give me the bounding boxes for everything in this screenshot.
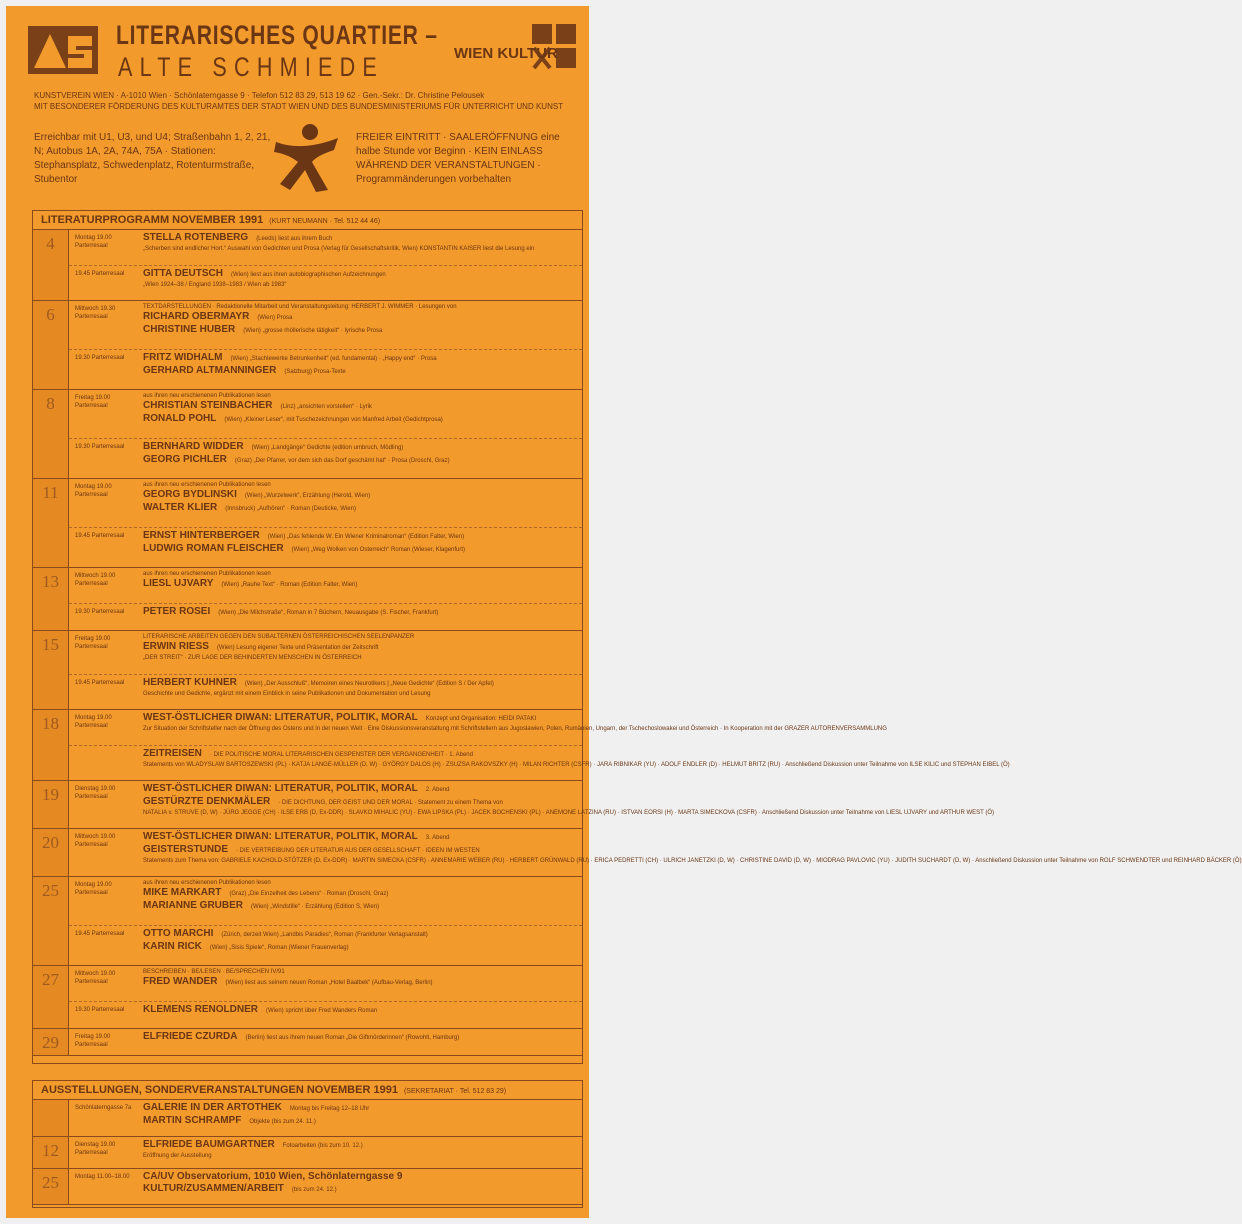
event-body bbox=[143, 604, 582, 621]
event-entry bbox=[69, 1169, 582, 1204]
event-time: Montag 19.00 Parterresaal bbox=[75, 882, 112, 896]
event-body bbox=[143, 479, 582, 517]
program-contact: (KURT NEUMANN · Tel. 512 44 46) bbox=[269, 218, 381, 225]
event-time: Schönlaterngasse 7a bbox=[75, 1105, 132, 1111]
event-entry bbox=[69, 230, 582, 266]
day-number: 12 bbox=[33, 1137, 69, 1168]
day-number: 15 bbox=[33, 631, 69, 709]
day-number: 25 bbox=[33, 877, 69, 965]
author-name: FRED WANDER (Wien) liest aus seinem neuen Roman „Hotel Baalbek“ (Aufbau-Verlag, Berlin) bbox=[143, 976, 433, 987]
author-note: · DIE POLITISCHE MORAL LITERARISCHEN GESPENSTER DER VERGANGENHEIT · 1. Abend bbox=[209, 752, 473, 758]
program-day bbox=[33, 631, 582, 710]
flyer-header bbox=[6, 6, 589, 111]
program-day bbox=[33, 230, 582, 301]
author-note: (Wien) liest aus seinem neuen Roman „Hotel Baalbek“ (Aufbau-Verlag, Berlin) bbox=[225, 980, 433, 986]
exhibitions-heading bbox=[33, 1081, 582, 1100]
day-number: 4 bbox=[33, 230, 69, 300]
author-note: (Wien) liest aus ihren autobiographischen Aufzeichnungen bbox=[231, 272, 386, 278]
event-description: „Wien 1924–38 / England 1938–1983 / Wien ab 1983“ bbox=[143, 282, 287, 288]
event-time: 19.30 Parterresaal bbox=[75, 609, 125, 615]
event-body bbox=[143, 439, 582, 469]
author-note: (Wien) „Rauhe Text“ · Roman (Edition Falter, Wien) bbox=[221, 582, 358, 588]
author-name: CA/UV Observatorium, 1010 Wien, Schönlaterngasse 9 bbox=[143, 1171, 403, 1182]
author-note: Montag bis Freitag 12–18 Uhr bbox=[289, 1106, 370, 1112]
event-body bbox=[143, 350, 582, 380]
event-intro: BESCHREIBEN · BE/LESEN · BE/SPRECHEN IV/91 bbox=[143, 969, 285, 975]
author-note: (Leeds) liest aus ihrem Buch bbox=[256, 236, 333, 242]
author-note: · DIE DICHTUNG, DER GEIST UND DER MORAL · Statement zu einem Thema von bbox=[278, 800, 503, 806]
event-time: Mittwoch 19.00 Parterresaal bbox=[75, 834, 116, 848]
author-note: (Salzburg) Prosa-Texte bbox=[284, 369, 346, 375]
author-note: (Wien) „Landgänge“ Gedichte (edition umbruch, Mödling) bbox=[251, 445, 404, 451]
event-body bbox=[143, 1137, 582, 1162]
program-heading bbox=[33, 211, 582, 230]
author-name: ZEITREISEN · DIE POLITISCHE MORAL LITERARISCHEN GESPENSTER DER VERGANGENHEIT · 1. Abend bbox=[143, 748, 473, 759]
event-entry bbox=[69, 479, 582, 528]
event-description: Geschichte und Gedichte, ergänzt mit einem Einblick in seine Publikationen und Dokumentation und Lesung bbox=[143, 691, 431, 697]
event-time: 19.45 Parterresaal bbox=[75, 533, 125, 539]
program-day bbox=[33, 781, 995, 829]
author-note: (Wien) Prosa bbox=[257, 315, 293, 321]
literature-program bbox=[32, 210, 1242, 1064]
event-body bbox=[143, 266, 582, 291]
day-number: 25 bbox=[33, 1169, 69, 1204]
event-intro: aus ihren neu erschienenen Publikationen lesen bbox=[143, 571, 271, 577]
exhibitions-title: AUSSTELLUNGEN, SONDERVERANSTALTUNGEN NOVEMBER 1991 bbox=[41, 1084, 398, 1096]
event-body bbox=[143, 568, 582, 593]
event-entry bbox=[69, 710, 887, 746]
program-day bbox=[33, 568, 582, 631]
admission-info: FREIER EINTRITT · SAALERÖFFNUNG eine halbe Stunde vor Beginn · KEIN EINLASS WÄHREND DER VERANSTALTUNGEN · Programmänderungen vorbehalten bbox=[356, 132, 560, 185]
exhibitions-program bbox=[32, 1080, 583, 1208]
event-body bbox=[143, 230, 582, 255]
author-name: WEST-ÖSTLICHER DIWAN: LITERATUR, POLITIK, MORAL 3. Abend bbox=[143, 831, 450, 842]
event-description: Eröffnung der Ausstellung bbox=[143, 1153, 212, 1159]
author-note: (Wien) „Sisis Spiele“, Roman (Wiener Frauenverlag) bbox=[209, 945, 349, 951]
address-block bbox=[34, 90, 579, 112]
author-note: (Wien) spricht über Fred Wanders Roman bbox=[266, 1008, 378, 1014]
event-entry bbox=[69, 528, 582, 567]
author-note: (Graz) „Der Pfarrer, vor dem sich das Dorf geschämt hat“ · Prosa (Droschl, Graz) bbox=[234, 458, 450, 464]
address-line: KUNSTVEREIN WIEN · A-1010 Wien · Schönlaterngasse 9 · Telefon 512 83 29, 513 19 62 · Gen.-Sekr.: Dr. Christine Pelousek bbox=[34, 91, 485, 100]
exhibition-days bbox=[33, 1100, 582, 1205]
event-entry bbox=[69, 568, 582, 604]
author-note: (Wien) „Das fehlende W. Ein Wiener Kriminalroman“ (Edition Falter, Wien) bbox=[267, 534, 465, 540]
author-note: 2. Abend bbox=[425, 787, 450, 793]
event-time: Mittwoch 19.00 Parterresaal bbox=[75, 971, 116, 985]
event-body bbox=[143, 1029, 582, 1046]
event-entry bbox=[69, 1137, 582, 1168]
event-entry bbox=[69, 301, 582, 350]
event-body bbox=[143, 966, 582, 991]
event-body bbox=[143, 631, 582, 664]
author-note: (Wien) „Die Milchstraße“, Roman in 7 Büchern, Neuausgabe (S. Fischer, Frankfurt) bbox=[218, 610, 439, 616]
author-name: OTTO MARCHI (Zürich, derzeit Wien) „Landbis Paradies“, Roman (Frankfurter Verlagsanstalt) bbox=[143, 928, 428, 939]
author-name: HERBERT KUHNER (Wien) „Der Ausschluß“, Memoiren eines Neurotikers | „Neue Gedichte“ (Edition S / Der Apfel) bbox=[143, 677, 494, 688]
day-number: 20 bbox=[33, 829, 69, 876]
event-intro: aus ihren neu erschienenen Publikationen lesen bbox=[143, 880, 271, 886]
event-description: „DER STREIT“ · ZUR LAGE DER BEHINDERTEN MENSCHEN IN ÖSTERREICH bbox=[143, 655, 362, 661]
event-time: 19.30 Parterresaal bbox=[75, 355, 125, 361]
event-body bbox=[143, 675, 582, 700]
event-intro: LITERARISCHE ARBEITEN GEGEN DEN SUBALTERNEN ÖSTERREICHISCHEN SEELENPANZER bbox=[143, 634, 415, 640]
author-note: (Linz) „ansichten vorstellen“ · Lyrik bbox=[280, 404, 372, 410]
wien-kultur-wordmark: WIEN KULTUR bbox=[454, 45, 558, 62]
event-body bbox=[143, 781, 995, 819]
event-time: Freitag 19.00 Parterresaal bbox=[75, 395, 111, 409]
event-entry bbox=[69, 746, 1010, 780]
author-note: (Wien) „grosse rhöllerische tätigkeit“ · lyrische Prosa bbox=[243, 328, 383, 334]
day-number: 19 bbox=[33, 781, 69, 828]
event-description: Statements zum Thema von: GABRIELE KACHOLD-STÖTZER (D, Ex-DDR) · MARTIN SIMECKA (CSFR) · ANNEMARIE WEBER (RU) · HERBERT GRÜNWALD (RU) · ERICA PEDRETTI (CH) · ULRICH JANETZKI (D, W) · CHRISTINE DAVID (D, W) · MIODRAG PAVLOVIC (YU) · JUDITH SUCHARDT (D, W) · Anschließend Diskussion unter Teilnahme von ROLF SCHWENDTER und REINHARD BÄCKER (Ö) bbox=[143, 858, 1242, 864]
event-description: Zur Situation der Schriftsteller nach der Öffnung des Ostens und in der neuen Welt · Eine Diskussionsveranstaltung mit Schriftstellern aus Jugoslawien, Polen, Rumänien, Ungarn, der Tschechoslowakei und Österreich · In Kooperation mit der GRAZER AUTORENVERSAMMLUNG bbox=[143, 726, 887, 732]
event-entry bbox=[69, 390, 582, 439]
day-number: 27 bbox=[33, 966, 69, 1028]
author-note: · DIE VERTREIBUNG DER LITERATUR AUS DER GESELLSCHAFT · IDEEN IM WESTEN bbox=[236, 848, 480, 854]
event-body bbox=[143, 301, 582, 339]
program-day bbox=[33, 1100, 582, 1137]
day-number: 11 bbox=[33, 479, 69, 567]
event-body bbox=[143, 390, 582, 428]
program-title: LITERATURPROGRAMM NOVEMBER 1991 bbox=[41, 214, 264, 226]
author-name: GERHARD ALTMANNINGER (Salzburg) Prosa-Texte bbox=[143, 365, 346, 376]
day-number bbox=[33, 1100, 69, 1136]
author-name: GEISTERSTUNDE · DIE VERTREIBUNG DER LITERATUR AUS DER GESELLSCHAFT · IDEEN IM WESTEN bbox=[143, 844, 480, 855]
author-name: ERWIN RIESS (Wien) Lesung eigener Texte und Präsentation der Zeitschrift bbox=[143, 641, 379, 652]
event-body bbox=[143, 877, 582, 915]
event-entry bbox=[69, 877, 582, 926]
author-name: MIKE MARKART (Graz) „Die Einzelheit des Lebens“ · Roman (Droschl, Graz) bbox=[143, 887, 389, 898]
event-description: „Scherben sind endlicher Hort.“ Auswahl von Gedichten und Prosa (Verlag für Gesellschaftskritik, Wien) KONSTANTIN KAISER liest die Lesung ein bbox=[143, 246, 535, 252]
event-body bbox=[143, 1002, 582, 1019]
author-name: FRITZ WIDHALM (Wien) „Stachlewerke Betrunkenheit“ (ed. fundamental) · „Happy end“ · Prosa bbox=[143, 352, 437, 363]
day-number: 18 bbox=[33, 710, 69, 780]
event-entry bbox=[69, 631, 582, 675]
event-intro: aus ihren neu erschienenen Publikationen lesen bbox=[143, 393, 271, 399]
event-time: Montag 11.00–18.00 bbox=[75, 1174, 130, 1180]
program-days bbox=[33, 230, 1242, 1056]
author-note: Objekte (bis zum 24. 11.) bbox=[249, 1119, 316, 1125]
program-day bbox=[33, 966, 582, 1029]
author-note: (Wien) „Stachlewerke Betrunkenheit“ (ed. fundamental) · „Happy end“ · Prosa bbox=[230, 356, 437, 362]
author-name: STELLA ROTENBERG (Leeds) liest aus ihrem Buch bbox=[143, 232, 333, 243]
author-name: CHRISTIAN STEINBACHER (Linz) „ansichten vorstellen“ · Lyrik bbox=[143, 400, 372, 411]
alte-schmiede-logo-icon bbox=[28, 26, 98, 74]
event-time: Montag 19.00 Parterresaal bbox=[75, 715, 112, 729]
author-name: WEST-ÖSTLICHER DIWAN: LITERATUR, POLITIK, MORAL Konzept und Organisation: HEIDI PATAKI bbox=[143, 712, 537, 723]
author-name: MARIANNE GRUBER (Wien) „Windstille“ · Erzählung (Edition S, Wien) bbox=[143, 900, 380, 911]
author-name: KARIN RICK (Wien) „Sisis Spiele“, Roman (Wiener Frauenverlag) bbox=[143, 941, 349, 952]
exhibitions-contact: (SEKRETARIAT · Tel. 512 83 29) bbox=[403, 1088, 507, 1095]
event-entry bbox=[69, 604, 582, 630]
event-entry bbox=[69, 1029, 582, 1055]
author-note: (Innsbruck) „Aufhören“ · Roman (Deuticke, Wien) bbox=[225, 506, 356, 512]
event-time: Mittwoch 19.30 Parterresaal bbox=[75, 306, 116, 320]
author-note: (Wien) „Windstille“ · Erzählung (Edition S, Wien) bbox=[251, 904, 380, 910]
event-time: 19.45 Parterresaal bbox=[75, 931, 125, 937]
event-entry bbox=[69, 1002, 582, 1028]
event-time: Dienstag 19.00 Parterresaal bbox=[75, 1142, 116, 1156]
event-entry bbox=[69, 1100, 582, 1136]
author-name: ELFRIEDE BAUMGARTNER Fotoarbeiten (bis zum 10. 12.) bbox=[143, 1139, 363, 1150]
title-line-2: ALTE SCHMIEDE bbox=[118, 52, 385, 82]
event-time: Dienstag 19.00 Parterresaal bbox=[75, 786, 116, 800]
program-day bbox=[33, 1137, 582, 1169]
author-note: (Wien) „Kleiner Leser“, mit Tuschezeichnungen von Manfred Arbeit (Gedichtprosa) bbox=[224, 417, 443, 423]
event-intro: TEXTDARSTELLUNGEN · Redaktionelle Mitarbeit und Veranstaltungsleitung: HERBERT J. WIMMER · Lesungen von bbox=[143, 304, 457, 310]
author-name: KLEMENS RENOLDNER (Wien) spricht über Fred Wanders Roman bbox=[143, 1004, 378, 1015]
program-day bbox=[33, 877, 582, 966]
day-number: 13 bbox=[33, 568, 69, 630]
author-name: WALTER KLIER (Innsbruck) „Aufhören“ · Roman (Deuticke, Wien) bbox=[143, 502, 356, 513]
event-entry bbox=[69, 675, 582, 709]
event-entry bbox=[69, 781, 995, 828]
day-number: 29 bbox=[33, 1029, 69, 1055]
event-body bbox=[143, 528, 582, 558]
author-name: BERNHARD WIDDER (Wien) „Landgänge“ Gedichte (edition umbruch, Mödling) bbox=[143, 441, 404, 452]
program-day bbox=[33, 829, 1242, 877]
event-time: Mittwoch 19.00 Parterresaal bbox=[75, 573, 116, 587]
author-note: (Wien) „Der Ausschluß“, Memoiren eines Neurotikers | „Neue Gedichte“ (Edition S / Der Apfel) bbox=[244, 681, 494, 687]
event-body bbox=[143, 746, 1010, 771]
author-name: RICHARD OBERMAYR (Wien) Prosa bbox=[143, 311, 293, 322]
author-note: Fotoarbeiten (bis zum 10. 12.) bbox=[282, 1143, 363, 1149]
star-figure-icon bbox=[272, 122, 342, 194]
program-flyer bbox=[6, 6, 1242, 1218]
event-time: 19.30 Parterresaal bbox=[75, 444, 125, 450]
event-time: Montag 19.00 Parterresaal bbox=[75, 235, 112, 249]
event-time: Freitag 19.00 Parterresaal bbox=[75, 636, 111, 650]
author-name: KULTUR/ZUSAMMEN/ARBEIT (bis zum 24. 12.) bbox=[143, 1183, 337, 1194]
author-name: WEST-ÖSTLICHER DIWAN: LITERATUR, POLITIK, MORAL 2. Abend bbox=[143, 783, 450, 794]
event-intro: aus ihren neu erschienenen Publikationen lesen bbox=[143, 482, 271, 488]
event-description: NATALIA v. STRUVE (D, W) · JÜRG JEGGE (CH) · ILSE ERB (D, Ex-DDR) · SLAVKO MIHALIC (YU) · EWA LIPSKA (PL) · JACEK BOCHENSKI (PL) · ANEMONE LATZINA (RU) · ISTVAN EORSI (H) · MARTA SIMECKOVA (CSFR) · Anschließend Diskussion unter Teilnahme von LIESL UJVARY und ARTHUR WEST (Ö) bbox=[143, 810, 995, 816]
program-day bbox=[33, 710, 1010, 781]
author-note: (Wien) „Weg Wolken von Osterreich“ Roman (Wieser, Klagenfurt) bbox=[291, 547, 466, 553]
day-number: 6 bbox=[33, 301, 69, 389]
program-day bbox=[33, 1169, 582, 1205]
transport-info: Erreichbar mit U1, U3, und U4; Straßenbahn 1, 2, 21, N; Autobus 1A, 2A, 74A, 75A · Stationen: Stephansplatz, Schwedenplatz, Rotenturmstraße, Stubentor bbox=[34, 132, 271, 185]
wien-kultur-logo-icon bbox=[454, 24, 579, 80]
author-name: MARTIN SCHRAMPF Objekte (bis zum 24. 11.) bbox=[143, 1115, 316, 1126]
program-day bbox=[33, 479, 582, 568]
program-day bbox=[33, 390, 582, 479]
event-description: Statements von WLADYSLAW BARTOSZEWSKI (PL) · KATJA LANGE-MÜLLER (D, W) · GYÖRGY DALOS (H) · ZSUZSA RAKOVSZKY (H) · MILAN RICHTER (CSFR) · JARA RIBNIKAR (YU) · ADOLF ENDLER (D) · HELMUT BRITZ (RU) · Anschließend Diskussion unter Teilnahme von ILSE KILIC und STEPHAN EIBEL (Ö) bbox=[143, 762, 1010, 768]
event-body bbox=[143, 829, 1242, 867]
author-note: (Zürich, derzeit Wien) „Landbis Paradies“, Roman (Frankfurter Verlagsanstalt) bbox=[221, 932, 428, 938]
author-name: ELFRIEDE CZURDA (Berlin) liest aus ihrem neuen Roman „Die Giftmörderinnen“ (Rowohlt, Hamburg) bbox=[143, 1031, 460, 1042]
event-entry bbox=[69, 439, 582, 478]
event-entry bbox=[69, 266, 582, 300]
author-note: (bis zum 24. 12.) bbox=[291, 1187, 337, 1193]
author-name: GEORG BYDLINSKI (Wien) „Wurzelwerk“, Erzählung (Herold, Wien) bbox=[143, 489, 371, 500]
event-entry bbox=[69, 926, 582, 965]
event-time: Montag 19.00 Parterresaal bbox=[75, 484, 112, 498]
author-name: GALERIE IN DER ARTOTHEK Montag bis Freitag 12–18 Uhr bbox=[143, 1102, 370, 1113]
event-time: 19.30 Parterresaal bbox=[75, 1007, 125, 1013]
event-entry bbox=[69, 829, 1242, 876]
author-name: CHRISTINE HUBER (Wien) „grosse rhöllerische tätigkeit“ · lyrische Prosa bbox=[143, 324, 383, 335]
event-entry bbox=[69, 966, 582, 1002]
author-name: GEORG PICHLER (Graz) „Der Pfarrer, vor dem sich das Dorf geschämt hat“ · Prosa (Droschl, Graz) bbox=[143, 454, 450, 465]
program-day bbox=[33, 1029, 582, 1056]
event-time: Freitag 19.00 Parterresaal bbox=[75, 1034, 111, 1048]
author-name: LUDWIG ROMAN FLEISCHER (Wien) „Weg Wolken von Osterreich“ Roman (Wieser, Klagenfurt) bbox=[143, 543, 466, 554]
author-name: ERNST HINTERBERGER (Wien) „Das fehlende W. Ein Wiener Kriminalroman“ (Edition Falter, Wien) bbox=[143, 530, 465, 541]
day-number: 8 bbox=[33, 390, 69, 478]
author-note: (Wien) „Wurzelwerk“, Erzählung (Herold, Wien) bbox=[244, 493, 371, 499]
event-body bbox=[143, 926, 582, 956]
event-time: 19.45 Parterresaal bbox=[75, 680, 125, 686]
event-time: 19.45 Parterresaal bbox=[75, 271, 125, 277]
author-note: (Wien) Lesung eigener Texte und Präsentation der Zeitschrift bbox=[216, 645, 379, 651]
title-line-1: LITERARISCHES QUARTIER – bbox=[116, 20, 438, 50]
author-note: Konzept und Organisation: HEIDI PATAKI bbox=[425, 716, 537, 722]
author-note: (Graz) „Die Einzelheit des Lebens“ · Roman (Droschl, Graz) bbox=[229, 891, 389, 897]
author-name: RONALD POHL (Wien) „Kleiner Leser“, mit Tuschezeichnungen von Manfred Arbeit (Gedichtprosa) bbox=[143, 413, 443, 424]
author-name: PETER ROSEI (Wien) „Die Milchstraße“, Roman in 7 Büchern, Neuausgabe (S. Fischer, Frankfurt) bbox=[143, 606, 439, 617]
event-body bbox=[143, 710, 887, 735]
event-body bbox=[143, 1100, 582, 1130]
funding-line: MIT BESONDERER FÖRDERUNG DES KULTURAMTES DER STADT WIEN UND DES BUNDESMINISTERIUMS FÜR UNTERRICHT UND KUNST bbox=[34, 102, 564, 111]
author-name: GESTÜRZTE DENKMÄLER · DIE DICHTUNG, DER GEIST UND DER MORAL · Statement zu einem Thema von bbox=[143, 796, 503, 807]
program-day bbox=[33, 301, 582, 390]
event-body bbox=[143, 1169, 582, 1198]
event-entry bbox=[69, 350, 582, 389]
author-note: 3. Abend bbox=[425, 835, 450, 841]
author-name: GITTA DEUTSCH (Wien) liest aus ihren autobiographischen Aufzeichnungen bbox=[143, 268, 386, 279]
author-name: LIESL UJVARY (Wien) „Rauhe Text“ · Roman (Edition Falter, Wien) bbox=[143, 578, 358, 589]
author-note: (Berlin) liest aus ihrem neuen Roman „Die Giftmörderinnen“ (Rowohlt, Hamburg) bbox=[245, 1035, 460, 1041]
